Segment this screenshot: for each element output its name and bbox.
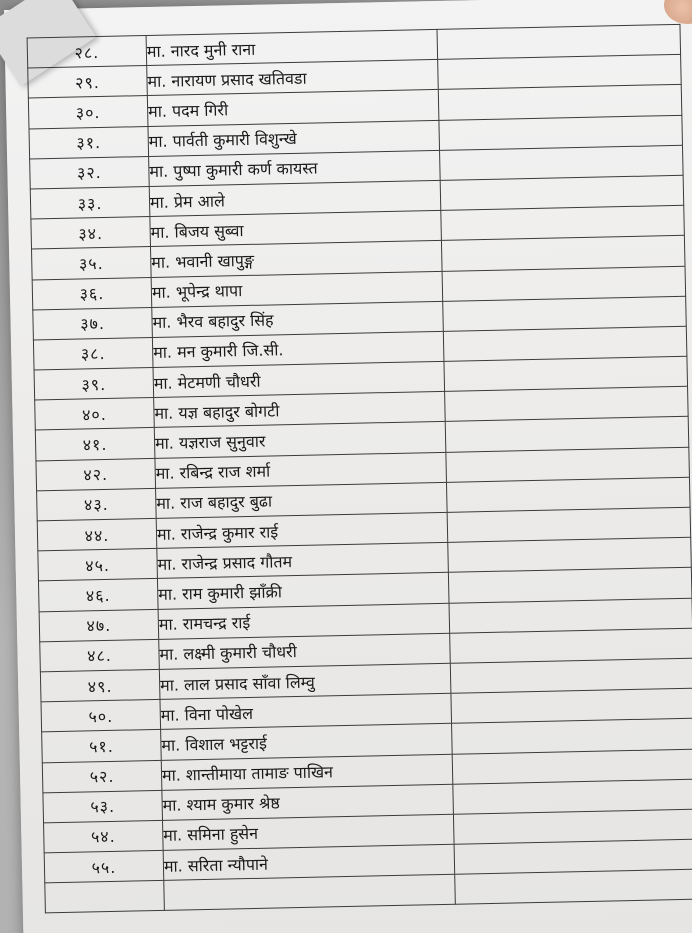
serial-number: ४७.	[39, 609, 159, 642]
serial-number: ३६.	[32, 277, 152, 310]
serial-number: ५३.	[43, 790, 163, 823]
member-list-body	[27, 24, 692, 913]
serial-number: ३७.	[33, 307, 153, 340]
member-name: मा. समिना हुसेन	[163, 814, 455, 850]
serial-number: ५०.	[41, 700, 161, 733]
member-name: मा. नारद मुनी राना	[146, 29, 438, 65]
serial-number: ३१.	[29, 126, 149, 159]
member-name: मा. सरिता न्यौपाने	[163, 844, 455, 880]
member-name: मा. पदम गिरी	[147, 90, 439, 126]
member-list-table	[27, 24, 692, 914]
serial-number: ५१.	[42, 730, 162, 763]
serial-number: २८.	[27, 36, 147, 69]
serial-number: ४८.	[40, 639, 160, 672]
member-name: मा. भैरव बहादुर सिंह	[152, 301, 444, 337]
member-name: मा. विना पोखेल	[160, 693, 452, 729]
member-name	[164, 875, 456, 911]
member-name: मा. शान्तीमाया तामाङ पाखिन	[161, 754, 453, 790]
signature-cell	[453, 779, 692, 814]
serial-number: ५५.	[44, 850, 164, 883]
member-name: मा. मन कुमारी जि.सी.	[152, 331, 444, 367]
member-name: मा. यज्ञराज सुनुवार	[154, 422, 446, 458]
serial-number	[45, 881, 165, 914]
member-name: मा. रबिन्द्र राज शर्मा	[155, 452, 447, 488]
member-name: मा. भवानी खापुङ्ग	[150, 241, 442, 277]
member-name: मा. भूपेन्द्र थापा	[151, 271, 443, 307]
serial-number: ३५.	[32, 247, 152, 280]
member-name: मा. यज्ञ बहादुर बोगटी	[154, 392, 446, 428]
serial-number: ४०.	[35, 398, 155, 431]
member-name: मा. श्याम कुमार श्रेष्ठ	[162, 784, 454, 820]
member-name: मा. रामचन्द्र राई	[158, 603, 450, 639]
member-name: मा. राजेन्द्र प्रसाद गौतम	[157, 543, 449, 579]
serial-number: ४९.	[40, 669, 160, 702]
serial-number: ३०.	[28, 96, 148, 129]
member-name: मा. पुष्पा कुमारी कर्ण कायस्त	[149, 150, 441, 186]
serial-number: ३४.	[31, 217, 151, 250]
serial-number: ४३.	[37, 488, 157, 521]
serial-number: ५४.	[44, 820, 164, 853]
member-name: मा. राजेन्द्र कुमार राई	[156, 512, 448, 548]
serial-number: ४६.	[38, 579, 158, 612]
serial-number: २९.	[28, 66, 148, 99]
member-name: मा. राम कुमारी झाँक्री	[157, 573, 449, 609]
member-name: मा. लाल प्रसाद साँवा लिम्वु	[159, 663, 451, 699]
member-name: मा. नारायण प्रसाद खतिवडा	[147, 60, 439, 96]
signature-cell	[452, 749, 692, 784]
serial-number: ३२.	[30, 156, 150, 189]
serial-number: ३८.	[33, 337, 153, 370]
serial-number: ४४.	[37, 518, 157, 551]
signature-cell	[455, 869, 692, 904]
serial-number: ५२.	[42, 760, 162, 793]
paper-sheet	[4, 0, 692, 933]
member-name: मा. प्रेम आले	[149, 180, 441, 216]
serial-number: ४१.	[35, 428, 155, 461]
serial-number: ३३.	[30, 186, 150, 219]
member-name: मा. लक्ष्मी कुमारी चौधरी	[159, 633, 451, 669]
member-name: मा. विशाल भट्टराई	[161, 724, 453, 760]
serial-number: ४२.	[36, 458, 156, 491]
member-name: मा. पार्वती कुमारी विशुन्खे	[148, 120, 440, 156]
member-name: मा. राज बहादुर बुढा	[156, 482, 448, 518]
signature-cell	[453, 809, 692, 844]
member-name: मा. मेटमणी चौधरी	[153, 361, 445, 397]
serial-number: ४५.	[38, 549, 158, 582]
serial-number: ३९.	[34, 368, 154, 401]
signature-cell	[454, 839, 692, 874]
member-name: मा. बिजय सुब्वा	[150, 211, 442, 247]
signature-cell	[452, 719, 692, 754]
